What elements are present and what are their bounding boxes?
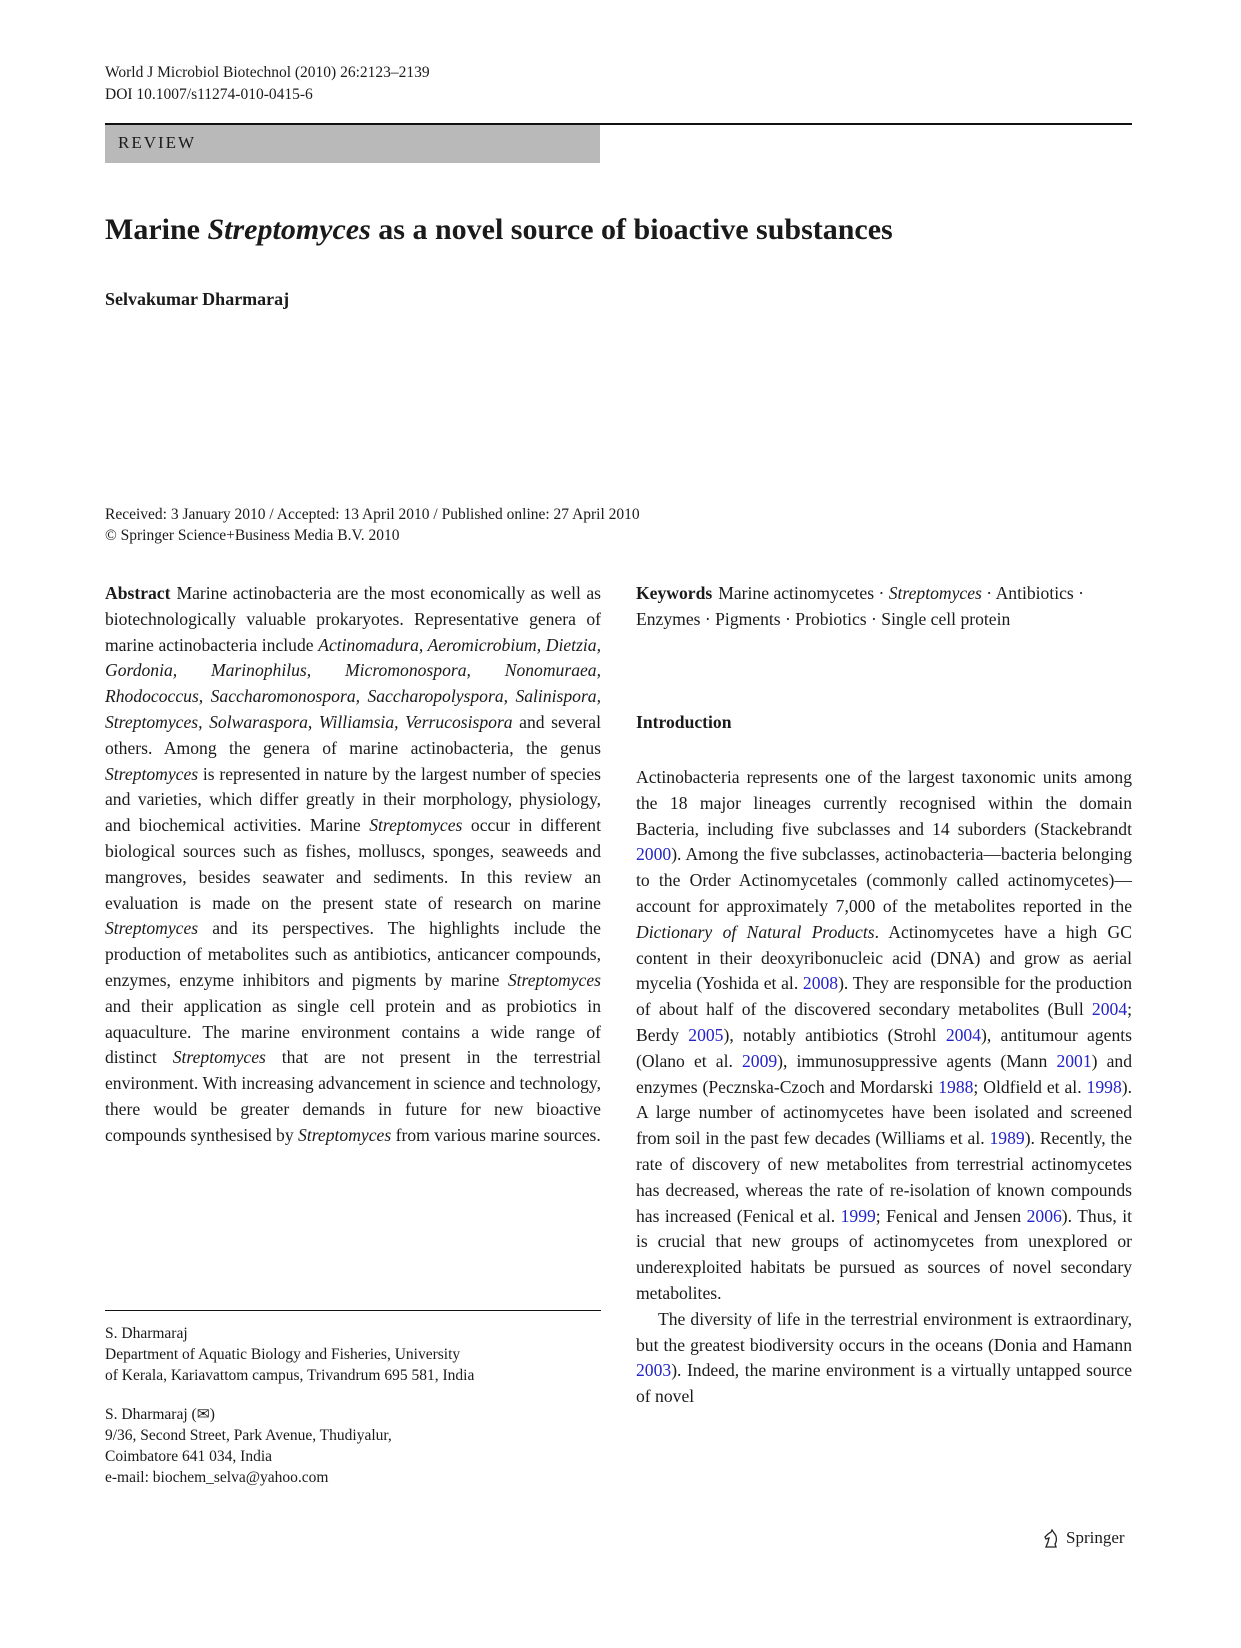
author-correspondence: S. Dharmaraj (✉) 9/36, Second Street, Park Avenue, Thudiyalur, Coimbatore 641 034, India e-mail: biochem_selva@yahoo.com [105,1406,392,1486]
introduction-body [636,765,1132,1410]
article-title: Marine Streptomyces as a novel source of bioactive substances [105,213,893,246]
citation-link[interactable]: 2003 [636,1360,672,1381]
keywords-label: Keywords [636,583,713,603]
journal-citation: World J Microbiol Biotechnol (2010) 26:2123–2139 [105,64,430,81]
citation-link[interactable]: 1988 [938,1076,974,1097]
received-accepted-published: Received: 3 January 2010 / Accepted: 13 April 2010 / Published online: 27 April 2010 [105,506,640,523]
section-label-bar [105,125,600,163]
footnote-rule [105,1310,601,1311]
citation-link[interactable]: 2000 [636,844,672,865]
citation-link[interactable]: 2005 [688,1024,724,1045]
citation-link[interactable]: 2004 [945,1024,981,1045]
citation-link[interactable]: 2001 [1056,1050,1092,1071]
section-label: REVIEW [118,133,197,152]
citation-link[interactable]: 2009 [741,1050,778,1071]
intro-paragraph-2: The diversity of life in the terrestrial environment is extraordinary, but the greatest biodiversity occurs in the oceans (Donia and Hamann 2003). Indeed, the marine environment is a virtually untapped source of novel [636,1308,1132,1407]
citation-link[interactable]: 1998 [1086,1076,1122,1097]
springer-logo: Springer [1040,1527,1125,1549]
author-name: Selvakumar Dharmaraj [105,289,290,309]
citation-link[interactable]: 2004 [1091,999,1128,1020]
doi: DOI 10.1007/s11274-010-0415-6 [105,86,313,103]
abstract-label: Abstract [105,583,171,603]
citation-link[interactable]: 1999 [840,1205,876,1226]
citation-link[interactable]: 1989 [989,1128,1025,1149]
citation-link[interactable]: 2008 [802,973,839,994]
article-dates [105,504,640,546]
journal-header [105,62,430,106]
envelope-icon: ✉ [196,1406,210,1423]
email-address[interactable]: e-mail: biochem_selva@yahoo.com [105,1469,329,1486]
keywords: Keywords Marine actinomycetes · Streptomyces · Antibiotics · Enzymes · Pigments · Probiotics · Single cell protein [636,583,1085,629]
knight-icon [1040,1527,1062,1549]
intro-paragraph-1: Actinobacteria represents one of the largest taxonomic units among the 18 major lineages currently recognised within the domain Bacteria, including five subclasses and 14 suborders (Stackebrandt 2000). Among the five subclasses, actinobacteria—bacteria belonging to the Order Actinomycetales (commonly called actinomycetes)—account for approximately 7,000 of the metabolites reported in the Dictionary of Natural Products. Actinomycetes have a high GC content in their deoxyribonucleic acid (DNA) and grow as aerial mycelia (Yoshida et al. 2008). They are responsible for the production of about half of the discovered secondary metabolites (Bull 2004; Berdy 2005), notably antibiotics (Strohl 2004), antitumour agents (Olano et al. 2009), immunosuppressive agents (Mann 2001) and enzymes (Pecznska-Czoch and Mordarski 1988; Oldfield et al. 1998). A large number of actinomycetes have been isolated and screened from soil in the past few decades (Williams et al. 1989). Recently, the rate of discovery of new metabolites from terrestrial actinomycetes has decreased, whereas the rate of re-isolation of known compounds has increased (Fenical et al. 1999; Fenical and Jensen 2006). Thus, it is crucial that new groups of actinomycetes from unexplored or underexploited habitats be pursued as sources of novel secondary metabolites. [636,767,1133,1303]
copyright: © Springer Science+Business Media B.V. 2010 [105,527,400,544]
introduction-heading: Introduction [636,712,732,732]
author-affiliation: S. Dharmaraj Department of Aquatic Biology and Fisheries, University of Kerala, Kariavattom campus, Trivandrum 695 581, India [105,1325,475,1384]
abstract: Abstract Marine actinobacteria are the most economically as well as biotechnologically valuable prokaryotes. Representative genera of marine actinobacteria include Actinomadura, Aeromicrobium, Dietzia, Gordonia, Marinophilus, Micromonospora, Nonomuraea, Rhodococcus, Saccharomonospora, Saccharopolyspora, Salinispora, Streptomyces, Solwaraspora, Williamsia, Verrucosispora and several others. Among the genera of marine actinobacteria, the genus Streptomyces is represented in nature by the largest number of species and varieties, which differ greatly in their morphology, physiology, and biochemical activities. Marine Streptomyces occur in different biological sources such as fishes, molluscs, sponges, seaweeds and mangroves, besides seawater and sediments. In this review an evaluation is made on the present state of research on marine Streptomyces and its perspectives. The highlights include the production of metabolites such as antibiotics, anticancer compounds, enzymes, enzyme inhibitors and pigments by marine Streptomyces and their application as single cell protein and as probiotics in aquaculture. The marine environment contains a wide range of distinct Streptomyces that are not present in the terrestrial environment. With increasing advancement in science and technology, there would be greater demands in future for new bioactive compounds synthesised by Streptomyces from various marine sources. [105,583,601,1145]
citation-link[interactable]: 2006 [1026,1205,1062,1226]
